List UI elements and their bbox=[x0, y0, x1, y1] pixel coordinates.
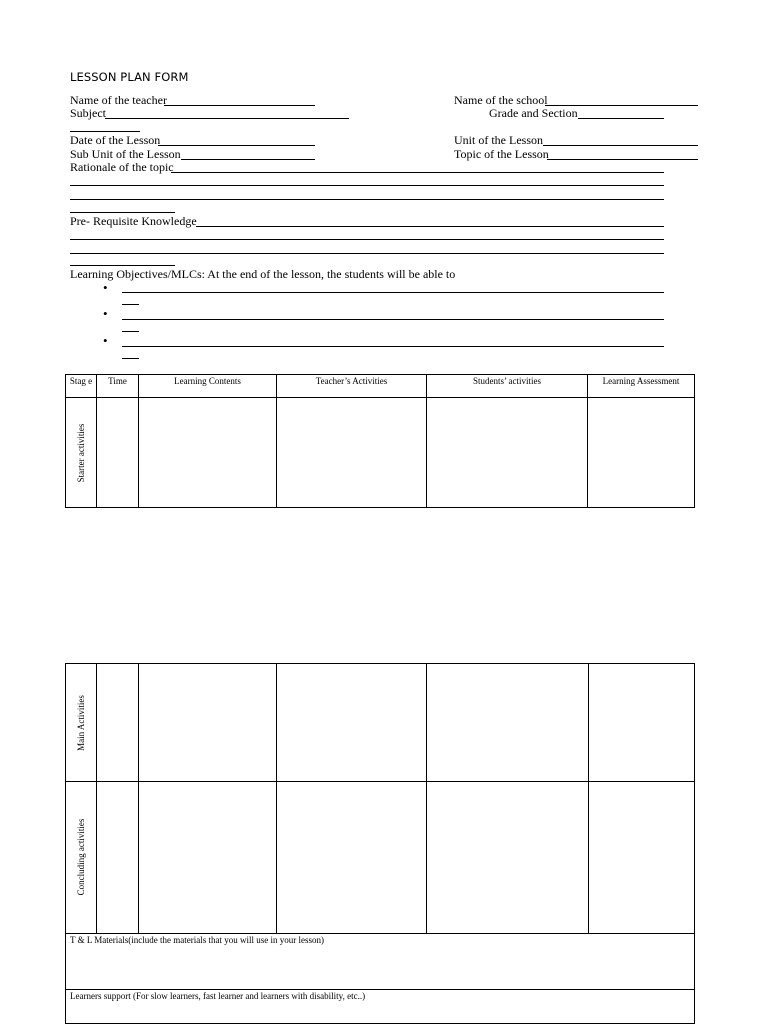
concluding-label: Concluding activities bbox=[76, 818, 86, 896]
assessment-cell[interactable] bbox=[589, 782, 695, 934]
students-cell[interactable] bbox=[427, 398, 588, 508]
teacher-cell[interactable] bbox=[277, 398, 427, 508]
teacher-cell[interactable] bbox=[277, 782, 427, 934]
stage-cell bbox=[66, 398, 97, 508]
main-label: Main Activities bbox=[76, 695, 86, 751]
objective-line[interactable] bbox=[122, 346, 664, 347]
table-row bbox=[66, 782, 695, 934]
contents-cell[interactable] bbox=[139, 782, 277, 934]
assessment-cell[interactable] bbox=[588, 398, 695, 508]
grade-field[interactable] bbox=[578, 118, 664, 119]
prereq-label: Pre- Requisite Knowledge bbox=[70, 214, 197, 228]
header-time: Time bbox=[97, 375, 139, 398]
subject-label: Subject bbox=[70, 106, 106, 120]
date-field[interactable] bbox=[158, 145, 315, 146]
objective-line-tail bbox=[122, 358, 139, 359]
school-label: Name of the school bbox=[454, 93, 548, 107]
header-stage: Stag e bbox=[66, 375, 97, 398]
bullet-icon: • bbox=[103, 306, 108, 321]
sub-unit-label: Sub Unit of the Lesson bbox=[70, 147, 181, 161]
rationale-line[interactable] bbox=[70, 185, 664, 186]
teacher-field[interactable] bbox=[164, 105, 315, 106]
students-cell[interactable] bbox=[427, 782, 589, 934]
objective-line-tail bbox=[122, 304, 139, 305]
stage-cell bbox=[66, 782, 97, 934]
contents-cell[interactable] bbox=[139, 664, 277, 782]
topic-label: Topic of the Lesson bbox=[454, 147, 549, 161]
objective-line-tail bbox=[122, 331, 139, 332]
rationale-line[interactable] bbox=[70, 199, 664, 200]
header-assessment: Learning Assessment bbox=[588, 375, 695, 398]
activities-table bbox=[65, 374, 695, 508]
objectives-label: Learning Objectives/MLCs: At the end of the lesson, the students will be able to bbox=[70, 267, 456, 281]
header-contents: Learning Contents bbox=[139, 375, 277, 398]
teacher-label: Name of the teacher bbox=[70, 93, 167, 107]
short-rule bbox=[70, 131, 140, 132]
table-header-row bbox=[66, 375, 695, 398]
date-label: Date of the Lesson bbox=[70, 133, 161, 147]
table-row bbox=[66, 664, 695, 782]
short-rule bbox=[70, 212, 175, 213]
materials-cell[interactable] bbox=[66, 934, 695, 990]
unit-label: Unit of the Lesson bbox=[454, 133, 543, 147]
sub-unit-field[interactable] bbox=[181, 159, 315, 160]
activities-table-continued bbox=[65, 663, 695, 1024]
assessment-cell[interactable] bbox=[589, 664, 695, 782]
materials-row bbox=[66, 934, 695, 990]
time-cell[interactable] bbox=[97, 398, 139, 508]
rationale-label: Rationale of the topic bbox=[70, 160, 174, 174]
teacher-cell[interactable] bbox=[277, 664, 427, 782]
support-row bbox=[66, 990, 695, 1024]
unit-field[interactable] bbox=[543, 145, 698, 146]
bullet-icon: • bbox=[103, 280, 108, 295]
students-cell[interactable] bbox=[427, 664, 589, 782]
support-label: Learners support (For slow learners, fast learner and learners with disability, etc..) bbox=[70, 991, 366, 1001]
prereq-line[interactable] bbox=[70, 253, 664, 254]
time-cell[interactable] bbox=[97, 782, 139, 934]
table-row bbox=[66, 398, 695, 508]
prereq-field[interactable] bbox=[196, 226, 664, 227]
objective-line[interactable] bbox=[122, 292, 664, 293]
stage-cell bbox=[66, 664, 97, 782]
header-students: Students’ activities bbox=[427, 375, 588, 398]
objective-line[interactable] bbox=[122, 319, 664, 320]
time-cell[interactable] bbox=[97, 664, 139, 782]
page-title: LESSON PLAN FORM bbox=[70, 70, 189, 84]
subject-field[interactable] bbox=[105, 118, 349, 119]
starter-label: Starter activities bbox=[76, 423, 86, 483]
support-cell[interactable] bbox=[66, 990, 695, 1024]
rationale-field[interactable] bbox=[171, 172, 664, 173]
prereq-line[interactable] bbox=[70, 239, 664, 240]
materials-label: T & L Materials(include the materials that you will use in your lesson) bbox=[70, 935, 324, 945]
topic-field[interactable] bbox=[547, 159, 698, 160]
bullet-icon: • bbox=[103, 333, 108, 348]
contents-cell[interactable] bbox=[139, 398, 277, 508]
short-rule bbox=[70, 265, 175, 266]
header-teacher: Teacher’s Activities bbox=[277, 375, 427, 398]
grade-label: Grade and Section bbox=[489, 106, 578, 120]
